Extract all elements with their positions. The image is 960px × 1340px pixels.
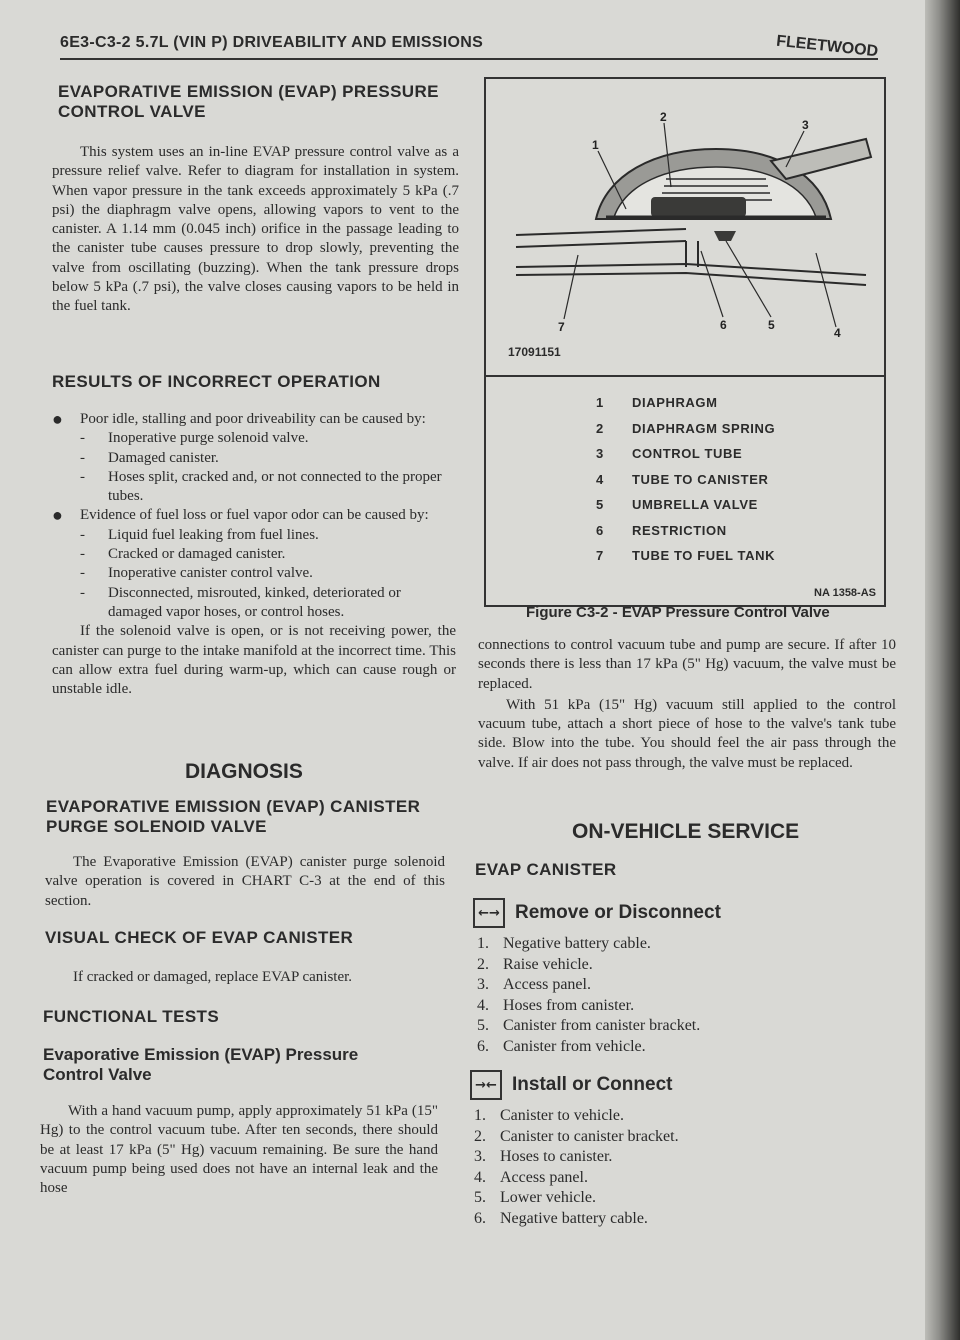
figure-box xyxy=(484,77,886,607)
legend-label: DIAPHRAGM xyxy=(632,395,718,410)
tube-line xyxy=(516,273,866,285)
functional-section xyxy=(43,1007,443,1027)
header-section-title: 6E3-C3-2 5.7L (VIN P) DRIVEABILITY AND EMISSIONS xyxy=(60,34,484,51)
list-item: 5. Lower vehicle. xyxy=(474,1189,596,1206)
results-bullet-2-items xyxy=(80,526,456,622)
valve-cross-section-diagram xyxy=(486,79,884,339)
purge-section xyxy=(46,797,446,837)
evap-valve-body-block xyxy=(52,143,459,317)
remove-steps xyxy=(473,934,893,1057)
callout-label: 2 xyxy=(660,110,667,124)
list-item: 5. Canister from canister bracket. xyxy=(477,1017,701,1034)
remove-arrows-icon: ←→ xyxy=(473,898,505,928)
step-text: Canister to vehicle. xyxy=(500,1107,624,1124)
results-bullet-2 xyxy=(52,506,456,622)
tube-line xyxy=(516,241,686,247)
service-title: ON-VEHICLE SERVICE xyxy=(572,820,800,843)
right-paragraph-2: With 51 kPa (15" Hg) vacuum still applied to the control vacuum tube, attach a short piece of hose to the valve's tank tube side. Blow into the tube. You should feel the air pass through the valve. If air does not pass through, the valve must be replaced. xyxy=(478,696,896,771)
page-edge-shadow xyxy=(925,0,960,1340)
results-heading: RESULTS OF INCORRECT OPERATION xyxy=(52,372,381,391)
results-list-block xyxy=(52,410,456,699)
results-paragraph: If the solenoid valve is open, or is not receiving power, the canister can purge to the intake manifold at the incorrect time. This can allow extra fuel during warm-up, which can cause rough or unstable idle. xyxy=(52,623,456,698)
legend-label: DIAPHRAGM SPRING xyxy=(632,420,776,436)
evap-valve-body: This system uses an in-line EVAP pressure control valve as a pressure relief valve. Refer to diagram for installation in system. When vapor pressure in the tank exceeds approximately 5 kPa (.7 psi) the diaphragm valve opens, allowing vapors to vent to the canister. A 1.14 mm (0.045 inch) orifice in the passage leading to the canister tube causes pressure to drop slowly, preventing the valve from oscillating (buzzing). When the tank pressure drops below 5 kPa (.7 psi), the valve closes causing vapors to be held in the fuel tank. xyxy=(52,144,459,315)
legend-label: TUBE TO CANISTER xyxy=(632,471,769,487)
list-item: 1. Negative battery cable. xyxy=(477,935,651,952)
evap-valve-heading-2: CONTROL VALVE xyxy=(58,102,206,121)
step-text: Negative battery cable. xyxy=(500,1209,648,1227)
canister-section xyxy=(475,860,875,880)
umbrella-valve xyxy=(714,231,736,241)
bullet-icon: ● xyxy=(52,505,63,526)
functional-heading: FUNCTIONAL TESTS xyxy=(43,1007,220,1026)
legend-number: 3 xyxy=(596,446,604,461)
canister-heading: EVAP CANISTER xyxy=(475,860,617,879)
purge-body-block xyxy=(45,853,445,911)
results-bullet-2-text: Evidence of fuel loss or fuel vapor odor can be caused by: xyxy=(80,507,429,524)
diagnosis-title: DIAGNOSIS xyxy=(185,760,303,783)
legend-label: CONTROL TUBE xyxy=(632,446,743,461)
figure-number: 17091151 xyxy=(508,345,561,359)
purge-heading-1: EVAPORATIVE EMISSION (EVAP) CANISTER xyxy=(46,797,421,816)
bullet-icon: ● xyxy=(52,409,63,429)
figure-divider xyxy=(486,375,884,377)
leader-line xyxy=(564,255,578,319)
functional-subheading-1: Evaporative Emission (EVAP) Pressure xyxy=(43,1045,359,1064)
legend-label: UMBRELLA VALVE xyxy=(632,497,758,512)
list-item: - Liquid fuel leaking from fuel lines. xyxy=(80,526,456,545)
list-item: - Cracked or damaged canister. xyxy=(80,545,456,564)
evap-valve-heading-1: EVAPORATIVE EMISSION (EVAP) PRESSURE xyxy=(58,82,439,101)
leader-line xyxy=(701,251,723,317)
leader-line xyxy=(816,253,836,327)
visual-check-section xyxy=(45,928,445,948)
list-item: 4. Hoses from canister. xyxy=(477,996,635,1014)
list-item: - Hoses split, cracked and, or not connected to the proper tubes. xyxy=(80,468,456,507)
step-text: Canister from canister bracket. xyxy=(503,1017,701,1034)
functional-body: With a hand vacuum pump, apply approximately 51 kPa (15" Hg) to the control vacuum tube. After ten seconds, there should be at least 17 kPa (5" Hg) vacuum remaining. Be sure the hand vacuum pump being used does not have an internal leak and the hose xyxy=(40,1103,438,1197)
visual-check-heading: VISUAL CHECK OF EVAP CANISTER xyxy=(45,928,354,947)
functional-subheading-2: Control Valve xyxy=(43,1065,152,1084)
callout-label: 4 xyxy=(834,326,841,339)
purge-body: The Evaporative Emission (EVAP) canister purge solenoid valve operation is covered in CHART C-3 at the end of this section. xyxy=(45,854,445,909)
functional-body-block xyxy=(40,1102,438,1198)
list-item: 3. Hoses to canister. xyxy=(474,1148,613,1165)
control-tube xyxy=(771,139,871,179)
step-text: Hoses to canister. xyxy=(500,1148,613,1165)
tube-line xyxy=(516,229,686,235)
step-text: Raise vehicle. xyxy=(503,955,593,973)
step-text: Lower vehicle. xyxy=(500,1189,596,1206)
evap-valve-section xyxy=(58,82,463,122)
list-item: 6. Canister from vehicle. xyxy=(477,1037,646,1055)
results-bullet-1-items xyxy=(80,429,456,506)
results-bullets xyxy=(52,410,456,622)
list-item: 2. Raise vehicle. xyxy=(477,955,593,973)
install-steps xyxy=(470,1106,890,1229)
header-model: FLEETWOOD xyxy=(775,32,879,61)
step-text: Negative battery cable. xyxy=(503,935,651,952)
diaphragm xyxy=(651,197,746,217)
step-text: Access panel. xyxy=(500,1168,588,1186)
step-text: Canister from vehicle. xyxy=(503,1037,646,1055)
results-bullet-1-text: Poor idle, stalling and poor driveability can be caused by: xyxy=(80,411,426,427)
page-header xyxy=(60,32,878,62)
visual-check-body-block xyxy=(45,968,445,987)
list-item: - Inoperative purge solenoid valve. xyxy=(80,429,456,448)
step-text: Access panel. xyxy=(503,976,591,993)
list-item: - Inoperative canister control valve. xyxy=(80,564,456,583)
list-item: - Damaged canister. xyxy=(80,449,456,468)
step-text: Hoses from canister. xyxy=(503,996,635,1014)
legend-number: 5 xyxy=(596,497,604,512)
remove-procedure xyxy=(473,898,893,1057)
remove-title: Remove or Disconnect xyxy=(515,902,721,923)
step-text: Canister to canister bracket. xyxy=(500,1127,679,1145)
header-rule xyxy=(60,58,878,60)
install-arrows-icon: →← xyxy=(470,1070,502,1100)
list-item: 3. Access panel. xyxy=(477,976,591,993)
functional-sub-section xyxy=(43,1045,443,1085)
figure-code: NA 1358-AS xyxy=(814,587,876,599)
callout-label: 1 xyxy=(592,138,599,152)
results-bullet-1 xyxy=(52,410,456,506)
callout-label: 6 xyxy=(720,318,727,332)
callout-label: 7 xyxy=(558,320,565,334)
visual-check-body: If cracked or damaged, replace EVAP canister. xyxy=(73,969,353,985)
legend-label: TUBE TO FUEL TANK xyxy=(632,548,776,563)
install-procedure xyxy=(470,1070,890,1229)
results-section xyxy=(52,372,452,392)
install-title: Install or Connect xyxy=(512,1074,673,1095)
list-item: 4. Access panel. xyxy=(474,1168,588,1186)
legend-number: 1 xyxy=(596,395,604,410)
right-paragraph-1: connections to control vacuum tube and pump are secure. If after 10 seconds there is less than 17 kPa (5" Hg) vacuum, the valve must be replaced. xyxy=(478,637,896,692)
legend-number: 7 xyxy=(596,548,604,563)
callout-label: 5 xyxy=(768,318,775,332)
legend-number: 2 xyxy=(596,420,604,436)
legend-number: 6 xyxy=(596,522,604,538)
remove-header xyxy=(473,898,893,928)
figure-caption: Figure C3-2 - EVAP Pressure Control Valve xyxy=(526,604,830,621)
list-item: 6. Negative battery cable. xyxy=(474,1209,648,1227)
callout-label: 3 xyxy=(802,118,809,132)
list-item: - Disconnected, misrouted, kinked, deteriorated or damaged vapor hoses, or control hoses. xyxy=(80,584,456,623)
legend-number: 4 xyxy=(596,471,604,487)
purge-heading-2: PURGE SOLENOID VALVE xyxy=(46,817,267,836)
legend-label: RESTRICTION xyxy=(632,522,727,538)
right-text-block xyxy=(478,636,896,773)
list-item: 2. Canister to canister bracket. xyxy=(474,1127,679,1145)
list-item: 1. Canister to vehicle. xyxy=(474,1107,624,1124)
install-header xyxy=(470,1070,890,1100)
